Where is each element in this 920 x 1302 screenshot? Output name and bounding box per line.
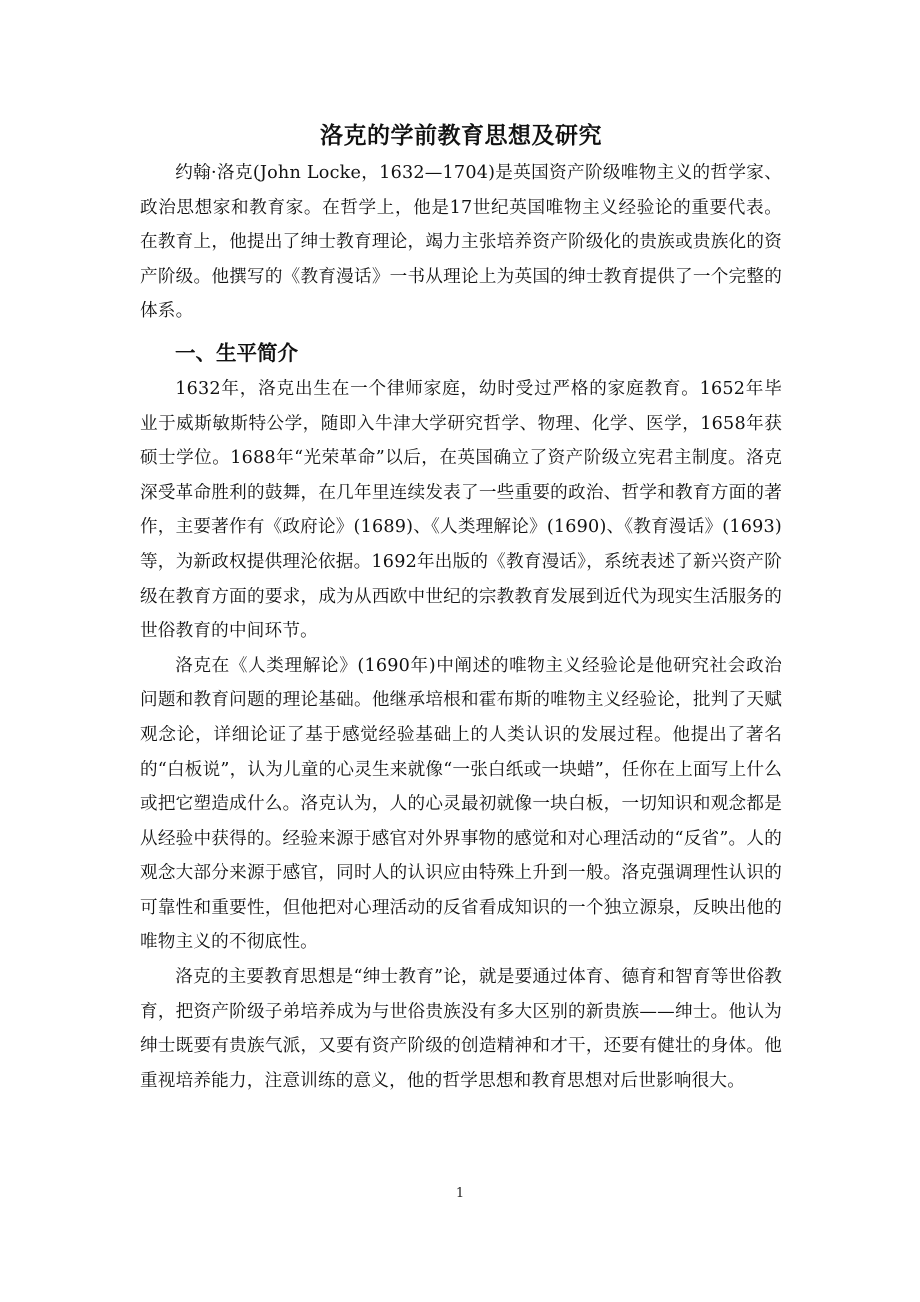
body-paragraph-biography: 1632年，洛克出生在一个律师家庭，幼时受过严格的家庭教育。1652年毕业于威斯敏斯特公学，随即入牛津大学研究哲学、物理、化学、医学，1658年获硕士学位。1688年“光荣革命”以后，在英国确立了资产阶级立宪君主制度。洛克深受革命胜利的鼓舞，在几年里连续发表了一些重要的政治、哲学和教育方面的著作，主要著作有《政府论》(1689)、《人类理解论》(1690)、《教育漫话》(1693)等，为新政权提供理沦依据。1692年出版的《教育漫话》，系统表述了新兴资产阶级在教育方面的要求，成为从西欧中世纪的宗教教育发展到近代为现实生活服务的世俗教育的中间环节。: [140, 378, 782, 642]
intro-paragraph: 约翰·洛克(John Locke，1632—1704)是英国资产阶级唯物主义的哲学家、政治思想家和教育家。在哲学上，他是17世纪英国唯物主义经验论的重要代表。在教育上，他提出了绅士教育理论，竭力主张培养资产阶级化的贵族或贵族化的资产阶级。他撰写的《教育漫话》一书从理论上为英国的绅士教育提供了一个完整的体系。: [140, 163, 782, 322]
body-paragraph-gentleman-education: 洛克的主要教育思想是“绅士教育”论，就是要通过体育、德育和智育等世俗教育，把资产阶级子弟培养成为与世俗贵族没有多大区别的新贵族——绅士。他认为绅士既要有贵族气派，又要有资产阶级的创造精神和才干，还要有健壮的身体。他重视培养能力，注意训练的意义，他的哲学思想和教育思想对后世影响很大。: [140, 967, 782, 1091]
section-heading-biography: 一、生平简介: [175, 340, 298, 365]
document-body: [140, 118, 782, 1098]
body-paragraph-empiricism: 洛克在《人类理解论》(1690年)中阐述的唯物主义经验论是他研究社会政治问题和教育问题的理论基础。他继承培根和霍布斯的唯物主义经验论，批判了天赋观念论，详细论证了基于感觉经验基础上的人类认识的发展过程。他提出了著名的“白板说”，认为儿童的心灵生来就像“一张白纸或一块蜡”，任你在上面写上什么或把它塑造成什么。洛克认为，人的心灵最初就像一块白板，一切知识和观念都是从经验中获得的。经验来源于感官对外界事物的感觉和对心理活动的“反省”。人的观念大部分来源于感官，同时人的认识应由特殊上升到一般。洛克强调理性认识的可靠性和重要性，但他把对心理活动的反省看成知识的一个独立源泉，反映出他的唯物主义的不彻底性。: [140, 655, 782, 953]
page-number: 1: [455, 1186, 465, 1201]
page-title: 洛克的学前教育思想及研究: [320, 122, 602, 149]
